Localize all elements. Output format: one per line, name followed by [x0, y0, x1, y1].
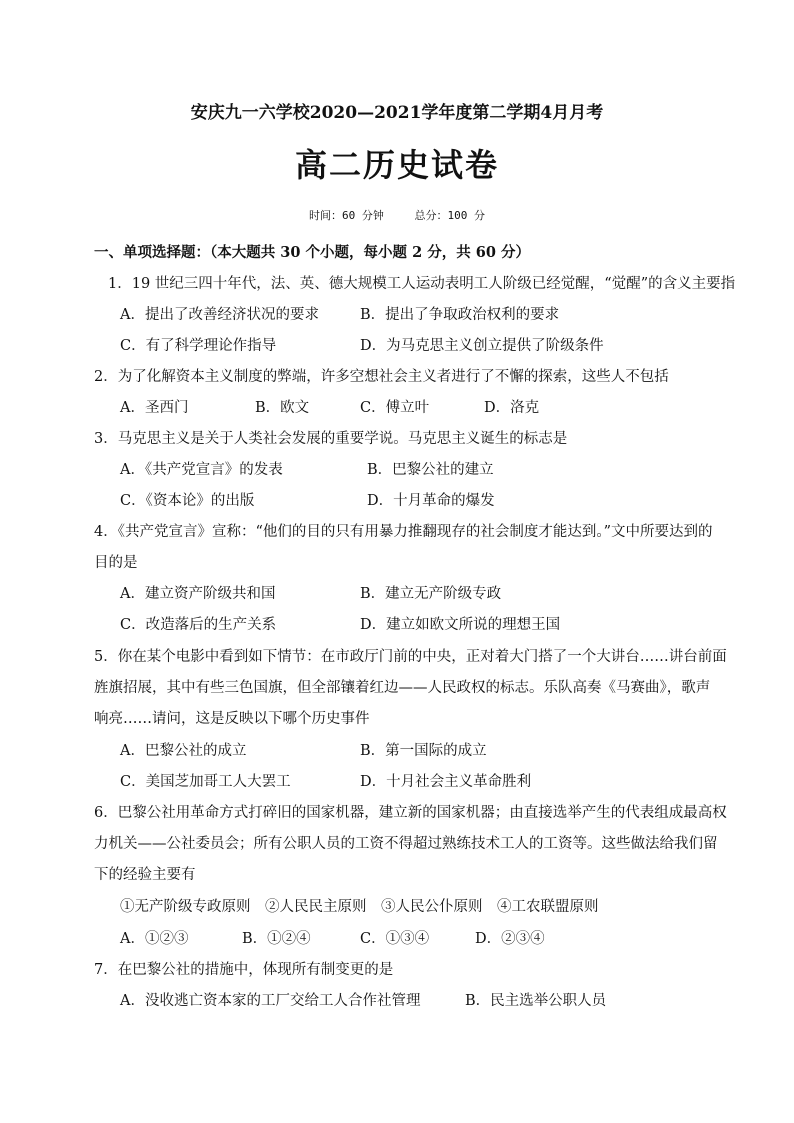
question-5-stem-cont-1: 旌旗招展，其中有些三色国旗，但全部镶着红边——人民政权的标志。乐队高奏《马赛曲》，歌声: [94, 680, 711, 696]
exam-score: 总分：100 分: [414, 209, 485, 222]
exam-title: 高二历史试卷: [294, 146, 499, 184]
school-title: 安庆九一六学校2020—2021学年度第二学期4月月考: [190, 103, 604, 123]
question-3-option-d: D．十月革命的爆发: [367, 493, 495, 509]
question-7-option-b: B．民主选举公职人员: [465, 993, 607, 1009]
question-4-stem: 4．《共产党宣言》宣称：“他们的目的只有用暴力推翻现存的社会制度才能达到。”文中所要达到的: [94, 524, 713, 540]
question-1-stem: 1．19 世纪三四十年代，法、英、德大规模工人运动表明工人阶级已经觉醒，“觉醒”的含义主要指: [108, 276, 736, 292]
question-5-option-c: C．美国芝加哥工人大罢工: [120, 774, 291, 790]
question-1-option-a: A．提出了改善经济状况的要求: [120, 307, 319, 323]
question-2-option-a: A．圣西门: [120, 400, 189, 416]
question-3-stem: 3．马克思主义是关于人类社会发展的重要学说。马克思主义诞生的标志是: [94, 431, 568, 447]
question-4-stem-cont: 目的是: [94, 555, 138, 571]
question-5-stem: 5．你在某个电影中看到如下情节：在市政厅门前的中央，正对着大门搭了一个大讲台……讲台前面: [94, 649, 727, 665]
question-4-option-d: D．建立如欧文所说的理想王国: [360, 617, 561, 633]
exam-meta: [0, 207, 794, 223]
question-2-option-d: D．洛克: [484, 400, 540, 416]
question-2-option-c: C．傅立叶: [360, 400, 430, 416]
question-3-option-c: C．《资本论》的出版: [120, 493, 255, 509]
question-3-option-b: B．巴黎公社的建立: [367, 462, 494, 478]
question-4-option-c: C．改造落后的生产关系: [120, 617, 277, 633]
question-4-option-a: A．建立资产阶级共和国: [120, 586, 276, 602]
question-2-stem: 2．为了化解资本主义制度的弊端，许多空想社会主义者进行了不懈的探索，这些人不包括: [94, 369, 669, 385]
question-1-option-b: B．提出了争取政治权利的要求: [360, 307, 560, 323]
question-6-option-a: A．①②③: [120, 931, 189, 947]
question-7-option-a: A．没收逃亡资本家的工厂交给工人合作社管理: [120, 993, 421, 1009]
question-7-stem: 7．在巴黎公社的措施中，体现所有制变更的是: [94, 962, 394, 978]
question-2-option-b: B．欧文: [255, 400, 310, 416]
question-6-option-b: B．①②④: [242, 931, 311, 947]
section-title: 一、单项选择题：（本大题共 30 个小题，每小题 2 分，共 60 分）: [94, 244, 530, 261]
question-6-stem-cont-1: 力机关——公社委员会；所有公职人员的工资不得超过熟练技术工人的工资等。这些做法给我们留: [94, 836, 718, 852]
question-5-option-a: A．巴黎公社的成立: [120, 743, 247, 759]
question-6-stem: 6．巴黎公社用革命方式打碎旧的国家机器，建立新的国家机器；由直接选举产生的代表组成最高权: [94, 805, 727, 821]
exam-time: 时间：60 分钟: [309, 209, 384, 222]
question-5-stem-cont-2: 响亮……请问，这是反映以下哪个历史事件: [94, 711, 370, 727]
question-6-principles: ①无产阶级专政原则 ②人民民主原则 ③人民公仆原则 ④工农联盟原则: [120, 899, 599, 915]
question-5-option-d: D．十月社会主义革命胜利: [360, 774, 532, 790]
question-6-option-c: C．①③④: [360, 931, 430, 947]
question-6-stem-cont-2: 下的经验主要有: [94, 867, 196, 883]
question-4-option-b: B．建立无产阶级专政: [360, 586, 502, 602]
question-6-option-d: D．②③④: [475, 931, 545, 947]
question-1-option-d: D．为马克思主义创立提供了阶级条件: [360, 338, 604, 354]
question-5-option-b: B．第一国际的成立: [360, 743, 487, 759]
question-3-option-a: A．《共产党宣言》的发表: [120, 462, 283, 478]
question-1-option-c: C．有了科学理论作指导: [120, 338, 277, 354]
